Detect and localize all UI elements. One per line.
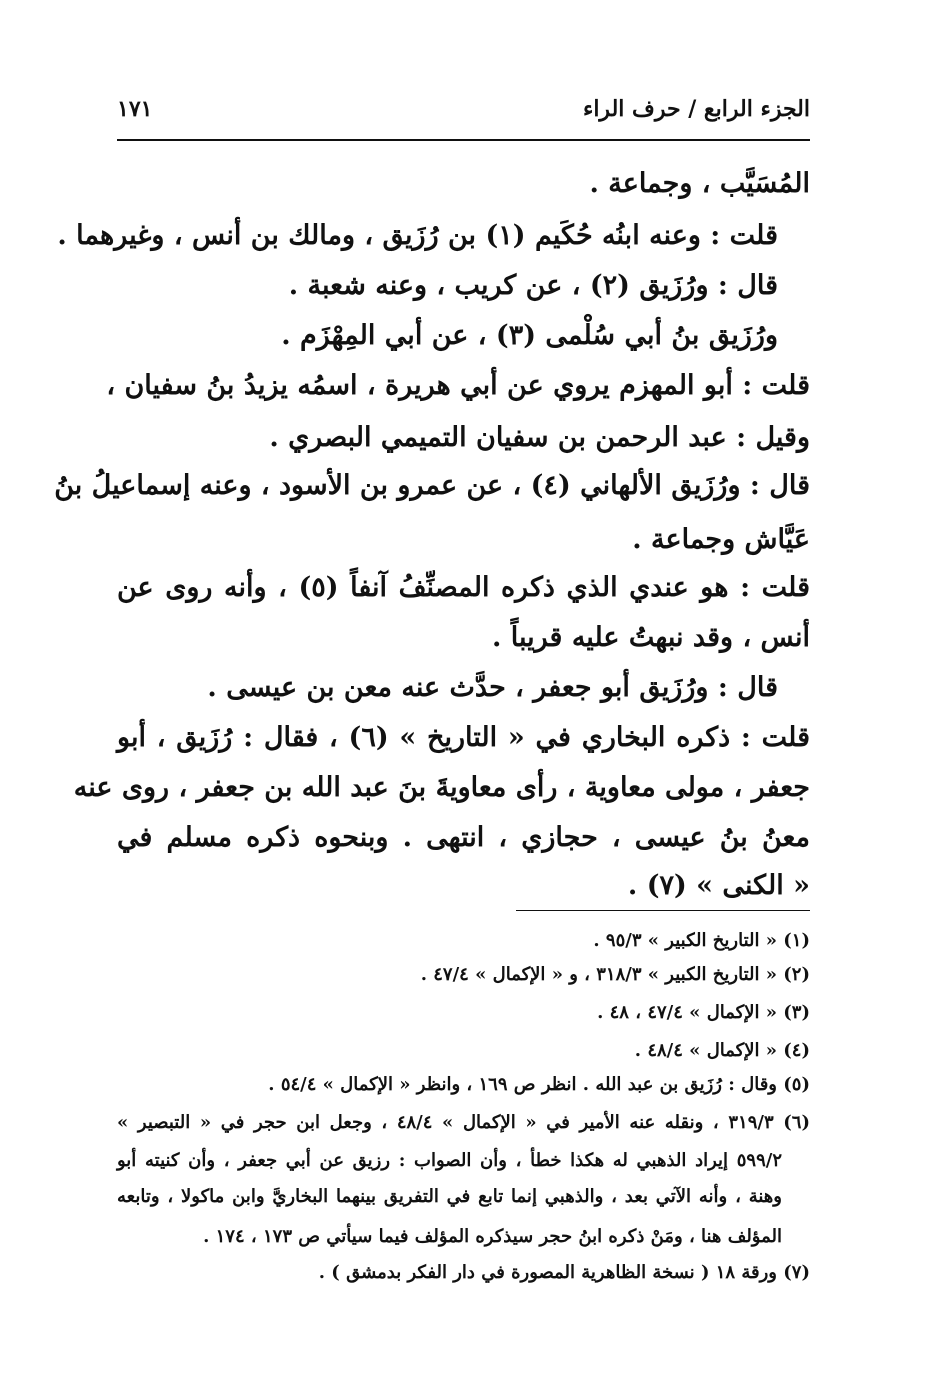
text-line: المُسَيَّب ، وجماعة . (589, 168, 810, 199)
text-line: قلت : وعنه ابنُه حُكَيم (١) بن رُزَيق ، ومالك بن أنس ، وغيرهما . (57, 220, 778, 251)
text-line: عَيَّاش وجماعة . (632, 524, 810, 555)
text-line: ورُزَيق بنُ أبي سُلْمى (٣) ، عن أبي المِهْزَم . (281, 320, 778, 351)
footnote: (٥) وقال : رُزَيق بن عبد الله . انظر ص ١٦٩ ، وانظر « الإكمال » ٥٤/٤ . (268, 1074, 810, 1095)
footnote: (٧) ورقة ١٨ ( نسخة الظاهرية المصورة في دار الفكر بدمشق ) . (318, 1262, 810, 1283)
text-line: أنس ، وقد نبهتُ عليه قريباً . (491, 622, 810, 653)
footnote: (٣) « الإكمال » ٤٧/٤ ، ٤٨ . (597, 1002, 810, 1023)
footnote: (١) « التاريخ الكبير » ٩٥/٣ . (593, 930, 810, 951)
text-line: قال : ورُزَيق (٢) ، عن كريب ، وعنه شعبة . (288, 270, 778, 301)
text-line: قال : ورُزَيق أبو جعفر ، حدَّث عنه معن بن عيسى . (207, 672, 778, 703)
text-line: قلت : ذكره البخاري في « التاريخ » (٦) ، فقال : رُزَيق ، أبو (117, 722, 810, 753)
footnote-continuation: وهنة ، وأنه الآتي بعد ، والذهبي إنما تابع في التفريق بينهما البخاريَّ وابن ماكولا ، وتابعه (117, 1186, 782, 1207)
footnote: (٢) « التاريخ الكبير » ٣١٨/٣ ، و « الإكمال » ٤٧/٤ . (420, 964, 810, 985)
text-line: وقيل : عبد الرحمن بن سفيان التميمي البصري . (269, 422, 810, 453)
text-line: قلت : هو عندي الذي ذكره المصنِّفُ آنفاً (٥) ، وأنه روى عن (117, 572, 810, 603)
footnote: (٦) ٣١٩/٣ ، ونقله عنه الأمير في « الإكمال » ٤٨/٤ ، وجعل ابن حجر في « التبصير » (117, 1112, 810, 1133)
text-line: قال : ورُزَيق الألهاني (٤) ، عن عمرو بن الأسود ، وعنه إسماعيلُ بنُ (54, 470, 810, 501)
running-title: الجزء الرابع / حرف الراء (582, 96, 810, 122)
footnote-divider (516, 910, 810, 911)
main-text (54, 0, 811, 901)
page-number: ١٧١ (117, 96, 153, 122)
text-line: « الكنى » (٧) . (627, 870, 810, 901)
text-line: قلت : أبو المهزم يروي عن أبي هريرة ، اسمُه يزيدُ بنُ سفيان ، (106, 370, 810, 401)
footnote: (٤) « الإكمال » ٤٨/٤ . (634, 1040, 810, 1061)
footnote-continuation: المؤلف هنا ، ومَنْ ذكره ابنُ حجر سيذكره المؤلف فيما سيأتي ص ١٧٣ ، ١٧٤ . (203, 1226, 782, 1247)
footnote-continuation: ٥٩٩/٢ إيراد الذهبي له هكذا خطأ ، وأن الصواب : رزيق عن أبي جعفر ، وأن كنيته أبو (117, 1150, 782, 1171)
text-line: جعفر ، مولى معاوية ، رأى معاويةَ بنَ عبد الله بن جعفر ، روى عنه (73, 772, 810, 803)
text-line: معنُ بنُ عيسى ، حجازي ، انتهى . وبنحوه ذكره مسلم في (117, 822, 811, 853)
